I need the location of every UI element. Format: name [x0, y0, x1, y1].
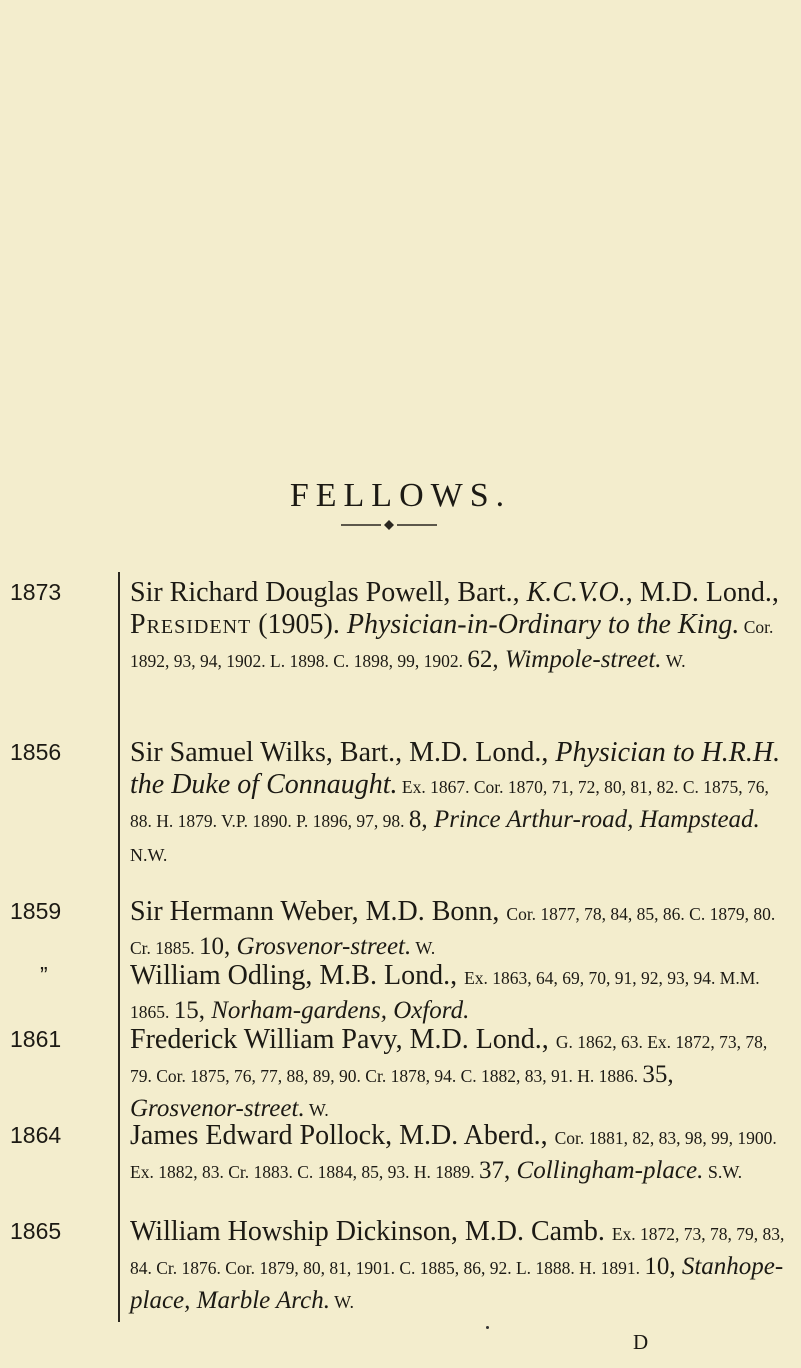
address-number: 62,: [467, 646, 505, 673]
fellow-record: Cor. 1881, 82, 83, 98, 99, 1900. Ex. 1882, 83. Cr. 1883. C. 1884, 85, 93. H. 1889.: [130, 1128, 777, 1182]
entry-fellow: [130, 960, 790, 1028]
page-title: FELLOWS.: [289, 477, 512, 514]
address-district: W.: [411, 938, 436, 958]
address-number: 10,: [644, 1253, 682, 1280]
fellow-title: Physician-in-Ordinary to the King.: [346, 609, 740, 640]
fellow-title: Physician to H.R.H. the Duke of Connaught.: [130, 737, 781, 800]
entry-fellow: [130, 577, 790, 677]
fellow-name: Sir Hermann Weber, M.D. Bonn,: [130, 896, 507, 927]
fellow-record: Ex. 1872, 73, 78, 79, 83, 84. Cr. 1876. Cor. 1879, 80, 81, 1901. C. 1885, 86, 92. L. 1888. H. 1891.: [130, 1224, 785, 1278]
address-number: 35,: [642, 1061, 674, 1088]
fellow-record: Cor. 1877, 78, 84, 85, 86. C. 1879, 80. Cr. 1885.: [130, 904, 776, 958]
entry-year: 1859: [10, 898, 62, 924]
entry-fellow: [130, 1120, 790, 1188]
entry-year: 1865: [10, 1218, 62, 1244]
address-number: 15,: [173, 997, 212, 1024]
fellow-record: G. 1862, 63. Ex. 1872, 73, 78, 79. Cor. 1875, 76, 77, 88, 89, 90. Cr. 1878, 94. C. 1882, 83, 91. H. 1886.: [130, 1032, 768, 1086]
address-number: 8,: [408, 806, 434, 833]
fellow-office: President: [130, 609, 252, 640]
address-number: 37,: [479, 1157, 517, 1184]
entry-year: 1864: [10, 1122, 62, 1148]
address-district: W.: [329, 1292, 354, 1312]
signature-mark: D: [633, 1330, 649, 1354]
address-street: Grosvenor-street.: [236, 933, 412, 960]
address-number: 10,: [199, 933, 237, 960]
address-street: Stanhope-place, Marble Arch.: [130, 1253, 784, 1314]
address-street: Prince Arthur-road, Hampstead.: [433, 806, 760, 833]
entry-fellow: [130, 896, 790, 964]
entry-year: 1861: [10, 1026, 62, 1052]
address-street: Grosvenor-street.: [130, 1095, 305, 1122]
fellow-name: William Odling, M.B. Lond.,: [130, 960, 465, 991]
fellow-name: Frederick William Pavy, M.D. Lond.,: [130, 1024, 556, 1055]
column-rule: [118, 572, 120, 1322]
address-district: W.: [304, 1100, 329, 1120]
fellow-honour: K.C.V.O.: [526, 577, 626, 608]
fellow-record: Ex. 1863, 64, 69, 70, 91, 92, 93, 94. M.M. 1865.: [130, 968, 760, 1022]
entry-year: 1873: [10, 579, 62, 605]
entry-fellow: [130, 1216, 790, 1318]
divider-ornament: [341, 519, 437, 531]
fellow-degree: , M.D. Lond.,: [625, 577, 779, 608]
fellow-name: Sir Richard Douglas Powell, Bart.,: [130, 577, 527, 608]
address-street: Collingham-place.: [516, 1157, 704, 1184]
address-district: N.W.: [130, 845, 168, 865]
fellow-office-year: (1905).: [251, 609, 347, 640]
address-district: W.: [661, 651, 686, 671]
page-dot-mark: [486, 1326, 489, 1329]
fellow-record: Ex. 1867. Cor. 1870, 71, 72, 80, 81, 82. C. 1875, 76, 88. H. 1879. V.P. 1890. P. 1896, 97, 98.: [130, 777, 769, 831]
fellow-name: Sir Samuel Wilks, Bart., M.D. Lond.,: [130, 737, 556, 768]
fellow-name: William Howship Dickinson, M.D. Camb.: [130, 1216, 612, 1247]
entry-fellow: [130, 737, 790, 871]
address-street: Wimpole-street.: [504, 646, 662, 673]
address-street: Norham-gardens, Oxford.: [211, 997, 470, 1024]
entry-year: 1856: [10, 739, 62, 765]
address-district: S.W.: [703, 1162, 743, 1182]
entry-fellow: [130, 1024, 790, 1126]
fellow-name: James Edward Pollock, M.D. Aberd.,: [130, 1120, 555, 1151]
fellow-record: Cor. 1892, 93, 94, 1902. L. 1898. C. 1898, 99, 1902.: [130, 617, 774, 671]
entry-year: ”: [40, 962, 48, 988]
